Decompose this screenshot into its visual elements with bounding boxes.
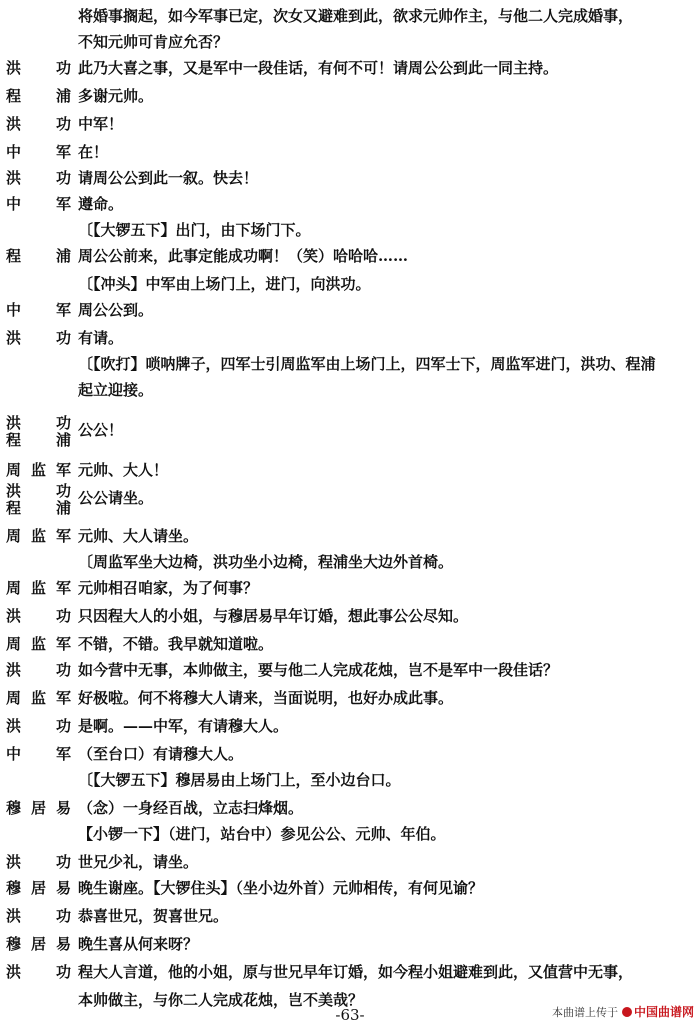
speaker-name-row: 程 浦 [6,87,82,105]
dialogue-text: 将婚事搁起，如今军事已定，次女又避难到此，欲求元帅作主，与他二人完成婚事， [78,7,634,25]
speaker-name [6,607,82,625]
speaker-name [6,247,82,265]
speaker-name [6,907,82,925]
speaker-name-row: 穆居易 [6,879,82,897]
dialogue-line [0,604,700,634]
dialogue-text: 多谢元帅。 [78,87,154,105]
dialogue-text: 在！ [78,143,109,161]
dialogue-line [0,56,700,86]
dialogue-text: 元帅、大人！ [78,461,169,479]
speaker-name-row: 洪 功 [6,414,82,432]
speaker-name [6,661,82,679]
dialogue-text: 此乃大喜之事，又是军中一段佳话，有何不可！请周公公到此一同主持。 [78,59,559,77]
dialogue-line [0,876,700,906]
speaker-name-row: 周监军 [6,461,82,479]
dialogue-text: 有请。 [78,329,124,347]
watermark-prefix: 本曲谱上传于 [551,1006,618,1019]
dialogue-text: （念）一身经百战，立志扫烽烟。 [78,799,304,817]
speaker-name-row: 洪 功 [6,907,82,925]
dialogue-text: 公公！ [78,421,124,439]
speaker-name [6,115,82,133]
dialogue-text: 本帅做主，与你二人完成花烛，岂不美哉？ [78,991,364,1009]
dialogue-text: 〔【大锣五下】穆居易由上场门上，至小边台口。 [78,771,401,789]
speaker-name-row: 洪 功 [6,853,82,871]
speaker-name [6,689,82,707]
speaker-name-row: 洪 功 [6,59,82,77]
speaker-name [6,482,82,517]
dialogue-text: 恭喜世兄，贺喜世兄。 [78,907,229,925]
dialogue-text: 起立迎接。 [78,381,154,399]
dialogue-text: 晚生谢座。【大锣住头】（坐小边外首）元帅相传，有何见谕？ [78,879,484,897]
logo-icon [622,1007,632,1017]
dialogue-text: 〔周监军坐大边椅，洪功坐小边椅，程浦坐大边外首椅。 [78,553,454,571]
dialogue-text: 元帅相召咱家，为了何事？ [78,579,259,597]
dialogue-line [0,576,700,606]
dialogue-line [0,658,700,688]
speaker-name-row: 周监军 [6,527,82,545]
speaker-name [6,799,82,817]
dialogue-line [0,714,700,744]
dialogue-text: 晚生喜从何来呀？ [78,935,199,953]
speaker-name-row: 中 军 [6,745,82,763]
dialogue-text: 〔【吹打】唢呐牌子，四军士引周监军由上场门上，四军士下，周监军进门，洪功、程浦 [78,355,656,373]
dialogue-text: 如今营中无事，本帅做主，要与他二人完成花烛，岂不是军中一段佳话？ [78,661,559,679]
dialogue-line [0,482,700,517]
dialogue-line [0,904,700,934]
speaker-name-row: 中 军 [6,195,82,213]
dialogue-line [0,244,700,274]
speaker-name [6,717,82,735]
speaker-name [6,143,82,161]
dialogue-text: 〔【冲头】中军由上场门上，进门，向洪功。 [78,275,371,293]
speaker-name [6,527,82,545]
speaker-name-row: 周监军 [6,579,82,597]
dialogue-text: 遵命。 [78,195,124,213]
dialogue-text: 公公请坐。 [78,489,154,507]
speaker-name-row: 洪 功 [6,661,82,679]
speaker-name [6,59,82,77]
speaker-name [6,87,82,105]
speaker-name-row: 洪 功 [6,963,82,981]
watermark [552,1003,694,1020]
dialogue-text: 周公公前来，此事定能成功啊！（笑）哈哈哈…… [78,247,409,265]
dialogue-line [0,298,700,328]
dialogue-text: 〔【大锣五下】出门，由下场门下。 [78,221,311,239]
dialogue-line [0,768,700,798]
dialogue-line [0,84,700,114]
watermark-logo: 中国曲谱网 [633,1005,694,1019]
dialogue-line [0,932,700,962]
dialogue-text: 【小锣一下】（进门，站台中）参见公公、元帅、年伯。 [78,825,446,843]
dialogue-line [0,960,700,990]
speaker-name [6,745,82,763]
dialogue-line [0,458,700,488]
speaker-name [6,963,82,981]
dialogue-line [0,822,700,852]
speaker-name [6,935,82,953]
speaker-name-row: 洪 功 [6,115,82,133]
speaker-name-row: 程 浦 [6,247,82,265]
dialogue-text: （至台口）有请穆大人。 [78,745,244,763]
speaker-name-row: 洪 功 [6,329,82,347]
speaker-name-row: 中 军 [6,143,82,161]
dialogue-text: 元帅、大人请坐。 [78,527,199,545]
dialogue-text: 程大人言道，他的小姐，原与世兄早年订婚，如今程小姐避难到此，又值营中无事， [78,963,634,981]
speaker-name-row: 穆居易 [6,935,82,953]
page-number: -63- [335,1006,365,1024]
speaker-name [6,461,82,479]
speaker-name [6,414,82,449]
speaker-name-row: 洪 功 [6,482,82,500]
speaker-name [6,635,82,653]
speaker-name-row: 洪 功 [6,607,82,625]
dialogue-text: 不错，不错。我早就知道啦。 [78,635,274,653]
dialogue-text: 是啊。——中军，有请穆大人。 [78,717,289,735]
speaker-name [6,169,82,187]
dialogue-text: 不知元帅可肯应允否？ [78,33,229,51]
dialogue-text: 请周公公到此一叙。快去！ [78,169,259,187]
dialogue-line [0,686,700,716]
dialogue-line [0,378,700,408]
speaker-name [6,579,82,597]
speaker-name [6,329,82,347]
speaker-name [6,853,82,871]
speaker-name [6,195,82,213]
speaker-name [6,879,82,897]
dialogue-text: 只因程大人的小姐，与穆居易早年订婚，想此事公公尽知。 [78,607,469,625]
dialogue-text: 中军！ [78,115,124,133]
dialogue-line [0,112,700,142]
speaker-name-row: 洪 功 [6,717,82,735]
speaker-name-row: 程 浦 [6,431,82,449]
speaker-name-row: 中 军 [6,301,82,319]
speaker-name-row: 程 浦 [6,499,82,517]
speaker-name-row: 周监军 [6,635,82,653]
dialogue-text: 世兄少礼，请坐。 [78,853,199,871]
dialogue-text: 周公公到。 [78,301,154,319]
speaker-name [6,301,82,319]
speaker-name-row: 穆居易 [6,799,82,817]
dialogue-text: 好极啦。何不将穆大人请来，当面说明，也好办成此事。 [78,689,454,707]
dialogue-line [0,414,700,449]
speaker-name-row: 周监军 [6,689,82,707]
speaker-name-row: 洪 功 [6,169,82,187]
